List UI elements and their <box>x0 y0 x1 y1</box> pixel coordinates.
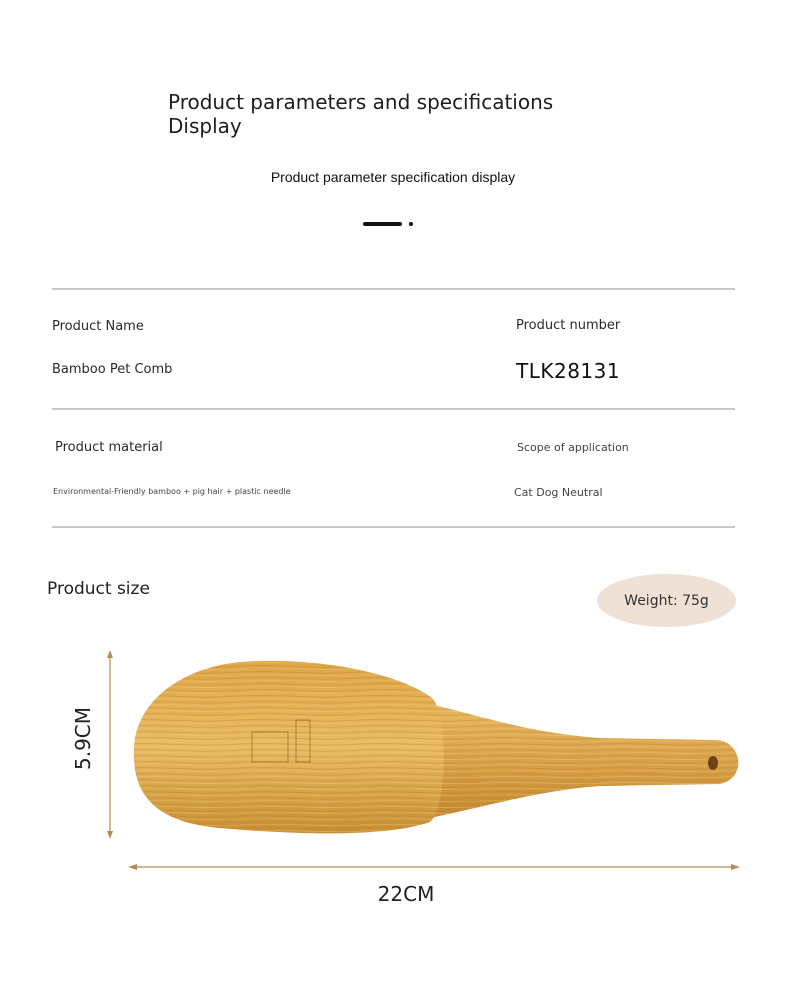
product-size-label: Product size <box>47 579 150 599</box>
page-title-line1: Product parameters and specifications <box>168 90 554 114</box>
page-title <box>168 90 553 138</box>
length-dimension-label: 22CM <box>377 882 435 906</box>
product-illustration <box>0 640 790 880</box>
weight-badge <box>597 574 736 627</box>
height-dimension-label: 5.9CM <box>71 706 95 770</box>
product-material-label: Product material <box>55 440 163 455</box>
product-name-value: Bamboo Pet Comb <box>52 362 173 377</box>
divider-top <box>52 288 735 290</box>
length-dimension-line <box>128 864 740 870</box>
product-material-value: Environmental-Friendly bamboo + pig hair + plastic needle <box>53 487 291 496</box>
divider-bottom <box>52 526 735 528</box>
product-name-label: Product Name <box>52 319 144 334</box>
scope-label: Scope of application <box>517 441 629 454</box>
divider-middle <box>52 408 735 410</box>
page-subtitle: Product parameter specification display <box>270 169 516 185</box>
scope-value: Cat Dog Neutral <box>514 486 603 499</box>
weight-text: Weight: 75g <box>624 592 709 609</box>
product-number-value: TLK28131 <box>516 359 621 383</box>
decorative-dot <box>409 222 413 226</box>
page-title-line2: Display <box>168 114 242 138</box>
bamboo-comb <box>134 661 738 834</box>
decorative-dash <box>363 222 402 226</box>
product-number-label: Product number <box>516 318 621 333</box>
